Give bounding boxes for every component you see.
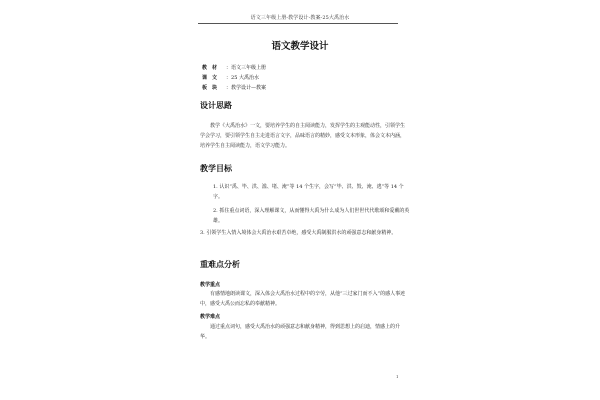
design-idea-paragraph: 教学《大禹治水》一文，要培养学生的自主阅读能力，发挥学生的主观能动性，引领学生学会学习，要引领学生自主走进语言文字，品味语言的精妙，感受文本形象，体会文本内涵，培养学生自主阅读能力，语文学习能力。 — [200, 123, 406, 149]
goal-item-3: 3. 引领学生入情入境体会大禹治水艰苦卓绝，感受大禹制服洪水的顽强意志和献身精神。 — [200, 230, 397, 236]
meta-row-textbook: 教 材 ：语文三年级上册 — [202, 65, 267, 71]
meta-row-lesson: 课 文 ：25 大禹治水 — [202, 75, 259, 81]
meta-value: 语文三年级上册 — [231, 65, 267, 71]
section-heading-design-idea: 设计思路 — [200, 100, 232, 110]
meta-value: 教学设计—教案 — [231, 85, 267, 91]
meta-key: 板 块 — [202, 85, 218, 91]
key-point-label: 教学重点 — [200, 282, 221, 288]
difficult-point-label: 教学难点 — [200, 314, 221, 320]
page-title: 语文教学设计 — [271, 41, 329, 52]
meta-row-section: 板 块 ：教学设计—教案 — [202, 85, 267, 91]
meta-key: 课 文 — [202, 75, 218, 81]
running-header: 语文三年级上册-教学设计-教案-25大禹治水 — [250, 15, 350, 21]
header-divider — [198, 23, 398, 24]
page-number: 1 — [396, 374, 399, 379]
meta-value: 25 大禹治水 — [231, 75, 259, 81]
key-point-text: 有感情地朗读课文，深入体会大禹治水过程中的辛劳，从他“三过家门而不入”的感人事迹中，感受大禹公而忘私的奉献精神。 — [200, 291, 406, 307]
goal-item-2: 2. 抓住重点词语，深入理解课文，从而懂得大禹为什么成为人们世世代代歌颂和爱戴的英雄。 — [213, 208, 410, 224]
section-heading-goals: 教学目标 — [200, 163, 232, 173]
meta-key: 教 材 — [202, 65, 218, 71]
goal-item-1: 1. 认识“禹、毕、洪、滥、堵、淹”等 14 个生字，会写“毕、洪、毁、淹、逃”等 14 个字。 — [213, 184, 404, 200]
difficult-point-text: 通过重点词句，感受大禹治水的顽强意志和献身精神，得到思想上的启迪，情感上的升华。 — [200, 324, 401, 340]
section-heading-key-points: 重难点分析 — [200, 259, 240, 269]
